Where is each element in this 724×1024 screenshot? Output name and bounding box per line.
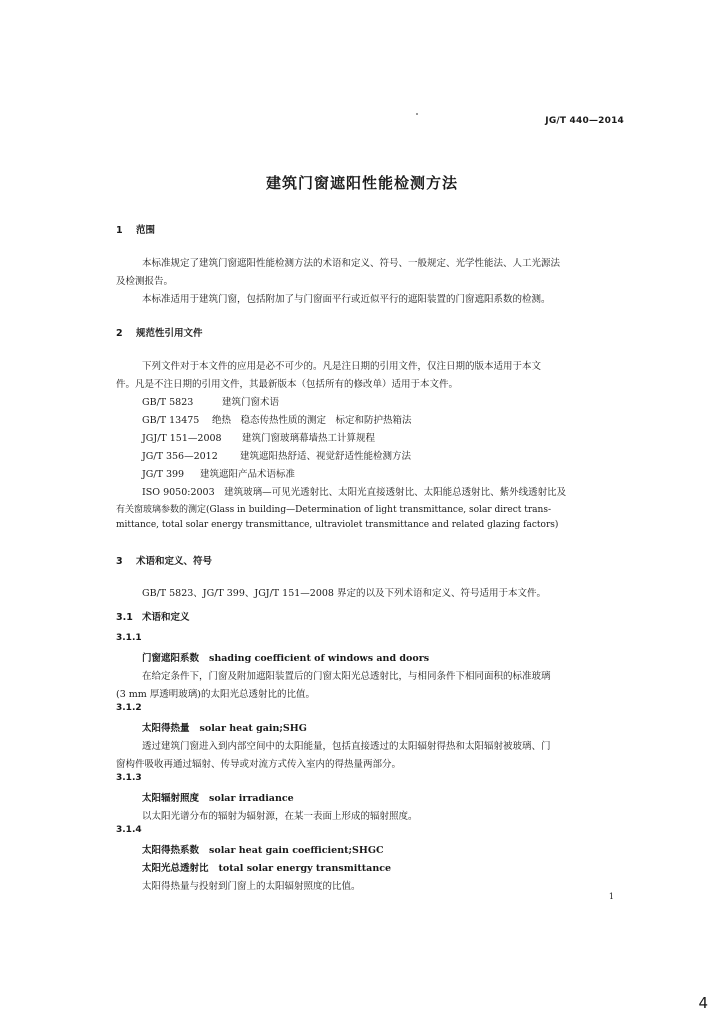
paragraph-line: mittance, total solar energy transmittance, ultraviolet transmittance and related glazing factors): [116, 520, 559, 530]
section-2-heading: [116, 325, 203, 339]
scan-speck: [416, 113, 418, 115]
reference-title: 建筑遮阳产品术语标准: [200, 469, 296, 480]
reference-item: [142, 448, 411, 462]
paragraph-line: ISO 9050:2003 建筑玻璃—可见光透射比、太阳光直接透射比、太阳能总透射比、紫外线透射比及: [142, 487, 567, 498]
reference-code: JGJ/T 151—2008: [142, 433, 222, 444]
term-entry: [142, 720, 307, 734]
definition-line: 以太阳光谱分布的辐射为辐射源，在某一表面上形成的辐射照度。: [142, 811, 418, 822]
reference-title: 建筑遮阳热舒适、视觉舒适性能检测方法: [240, 451, 412, 462]
term-en: solar heat gain;SHG: [199, 723, 307, 734]
reference-title: 建筑门窗术语: [222, 397, 280, 408]
term-en: solar irradiance: [209, 793, 294, 804]
section-title: 规范性引用文件: [136, 328, 203, 339]
reference-item: [142, 430, 375, 444]
clause-number: 3.1.3: [116, 773, 142, 783]
paragraph-line: 有关窗玻璃参数的测定(Glass in building—Determination of light transmittance, solar direct trans-: [116, 505, 551, 515]
page-number: 1: [608, 892, 614, 901]
reference-code: JG/T 399: [142, 469, 185, 480]
section-3-heading: [116, 553, 212, 567]
term-en: solar heat gain coefficient;SHGC: [209, 845, 384, 856]
definition-line: (3 mm 厚透明玻璃)的太阳光总透射比的比值。: [116, 689, 316, 700]
standard-number: JG/T 440—2014: [545, 116, 624, 126]
clause-number: 3.1.2: [116, 703, 142, 713]
term-en: total solar energy transmittance: [218, 863, 392, 874]
term-entry: [142, 842, 384, 856]
paragraph-line: 件。凡是不注日期的引用文件，其最新版本（包括所有的修改单）适用于本文件。: [116, 379, 459, 390]
reference-item: [142, 412, 412, 426]
subsection-number: 3.1: [116, 612, 133, 623]
document-title: 建筑门窗遮阳性能检测方法: [265, 174, 458, 192]
section-title: 范围: [136, 225, 156, 236]
term-zh: 太阳辐射照度: [142, 793, 200, 804]
scan-page-index: 4: [698, 994, 708, 1012]
reference-title: 建筑门窗玻璃幕墙热工计算规程: [242, 433, 376, 444]
term-en: shading coefficient of windows and doors: [209, 653, 430, 664]
definition-line: 透过建筑门窗进入到内部空间中的太阳能量，包括直接透过的太阳辐射得热和太阳辐射被玻璃、门: [142, 741, 551, 752]
reference-code: GB/T 13475: [142, 415, 200, 426]
subsection-title: 术语和定义: [142, 612, 190, 623]
section-number: 1: [116, 225, 123, 236]
definition-line: 窗构件吸收再通过辐射、传导或对流方式传入室内的得热量两部分。: [116, 759, 402, 770]
term-entry: [142, 650, 429, 664]
term-zh: 门窗遮阳系数: [142, 653, 200, 664]
section-1-heading: [116, 222, 155, 236]
section-title: 术语和定义、符号: [136, 556, 213, 567]
paragraph-line: GB/T 5823、JG/T 399、JGJ/T 151—2008 界定的以及下列术语和定义、符号适用于本文件。: [142, 588, 546, 599]
term-entry: [142, 790, 294, 804]
reference-code: JG/T 356—2012: [142, 451, 218, 462]
paragraph-line: 及检测报告。: [116, 276, 174, 287]
term-zh: 太阳得热量: [142, 723, 190, 734]
clause-number: 3.1.1: [116, 633, 142, 643]
paragraph-line: 下列文件对于本文件的应用是必不可少的。凡是注日期的引用文件，仅注日期的版本适用于本文: [142, 361, 542, 372]
reference-code: GB/T 5823: [142, 397, 194, 408]
definition-line: 在给定条件下，门窗及附加遮阳装置后的门窗太阳光总透射比，与相同条件下相同面积的标准玻璃: [142, 671, 551, 682]
paragraph-line: 本标准适用于建筑门窗，包括附加了与门窗面平行或近似平行的遮阳装置的门窗遮阳系数的检测。: [142, 294, 551, 305]
section-number: 2: [116, 328, 123, 339]
reference-item: [142, 394, 279, 408]
clause-number: 3.1.4: [116, 825, 142, 835]
term-zh: 太阳光总透射比: [142, 863, 209, 874]
paragraph-line: 本标准规定了建筑门窗遮阳性能检测方法的术语和定义、符号、一般规定、光学性能法、人工光源法: [142, 258, 561, 269]
reference-title: 绝热 稳态传热性质的测定 标定和防护热箱法: [212, 415, 412, 426]
section-number: 3: [116, 556, 123, 567]
term-entry-alt: [142, 860, 391, 874]
term-zh: 太阳得热系数: [142, 845, 200, 856]
subsection-heading: [116, 609, 190, 623]
definition-line: 太阳得热量与投射到门窗上的太阳辐射照度的比值。: [142, 881, 361, 892]
reference-item: [142, 466, 295, 480]
